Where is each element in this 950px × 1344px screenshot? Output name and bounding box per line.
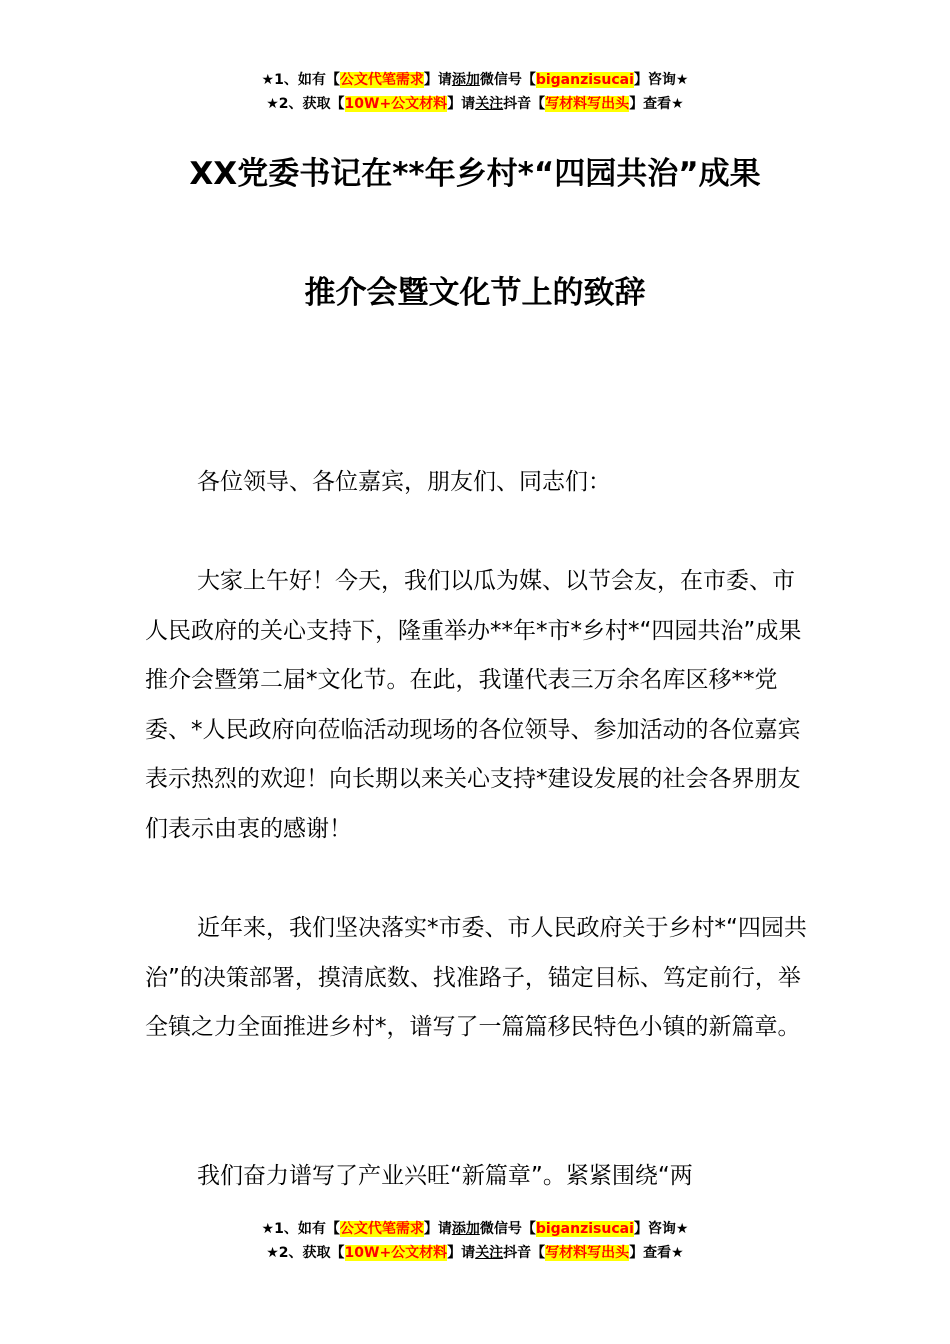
promo-text: 微信号【 <box>479 72 536 88</box>
promo-text: ★1、如有【 <box>261 1221 340 1237</box>
footer-promo-line-1 <box>0 1219 950 1239</box>
promo-text: ★2、获取【 <box>266 96 345 112</box>
promo-text: 微信号【 <box>479 1221 536 1237</box>
promo-text: 】查看★ <box>629 96 684 112</box>
promo-text: ★2、获取【 <box>266 1245 345 1261</box>
promo-emphasis: 添加 <box>451 72 480 88</box>
promo-text: 】咨询★ <box>633 72 689 88</box>
body-paragraph-1: 大家上午好！今天，我们以瓜为媒、以节会友，在市委、市人民政府的关心支持下，隆重举办**年*市*乡村*“四园共治”成果推介会暨第二届*文化节。在此，我谨代表三万余名库区移**党委、*人民政府向莅临活动现场的各位领导、参加活动的各位嘉宾表示热烈的欢迎！向长期以来关心支持*建设发展的社会各界朋友们表示由衷的感谢！ <box>145 568 802 842</box>
promo-highlight: 10W+公文材料 <box>344 1245 448 1261</box>
promo-text: 】请 <box>447 96 476 112</box>
promo-highlight: 公文代笔需求 <box>339 72 424 88</box>
promo-highlight: biganzisucai <box>535 72 634 88</box>
salutation: 各位领导、各位嘉宾，朋友们、同志们： <box>197 469 611 495</box>
footer-promo-line-2 <box>0 1243 950 1263</box>
promo-highlight: 公文代笔需求 <box>339 1221 424 1237</box>
promo-text: 】请 <box>423 1221 452 1237</box>
promo-text: 】咨询★ <box>633 1221 689 1237</box>
promo-text: 抖音【 <box>503 1245 546 1261</box>
document-title-line-1: XX党委书记在**年乡村*“四园共治”成果 <box>189 156 761 192</box>
promo-highlight: 写材料写出头 <box>545 1245 630 1261</box>
promo-text: 】查看★ <box>629 1245 684 1261</box>
body-paragraph-2: 近年来，我们坚决落实*市委、市人民政府关于乡村*“四园共治”的决策部署，摸清底数、找准路子，锚定目标、笃定前行，举全镇之力全面推进乡村*，谱写了一篇篇移民特色小镇的新篇章。 <box>145 915 807 1040</box>
body-paragraph-3: 我们奋力谱写了产业兴旺“新篇章”。紧紧围绕“两 <box>197 1163 693 1189</box>
promo-highlight: biganzisucai <box>535 1221 634 1237</box>
promo-highlight: 10W+公文材料 <box>344 96 448 112</box>
promo-text: 】请 <box>423 72 452 88</box>
promo-text: 】请 <box>447 1245 476 1261</box>
promo-text: ★1、如有【 <box>261 72 340 88</box>
promo-emphasis: 关注 <box>475 96 504 112</box>
promo-text: 抖音【 <box>503 96 546 112</box>
promo-emphasis: 添加 <box>451 1221 480 1237</box>
header-promo-line-1 <box>0 70 950 90</box>
document-title-line-2: 推介会暨文化节上的致辞 <box>304 275 646 311</box>
header-promo-line-2 <box>0 94 950 114</box>
promo-emphasis: 关注 <box>475 1245 504 1261</box>
promo-highlight: 写材料写出头 <box>545 96 630 112</box>
